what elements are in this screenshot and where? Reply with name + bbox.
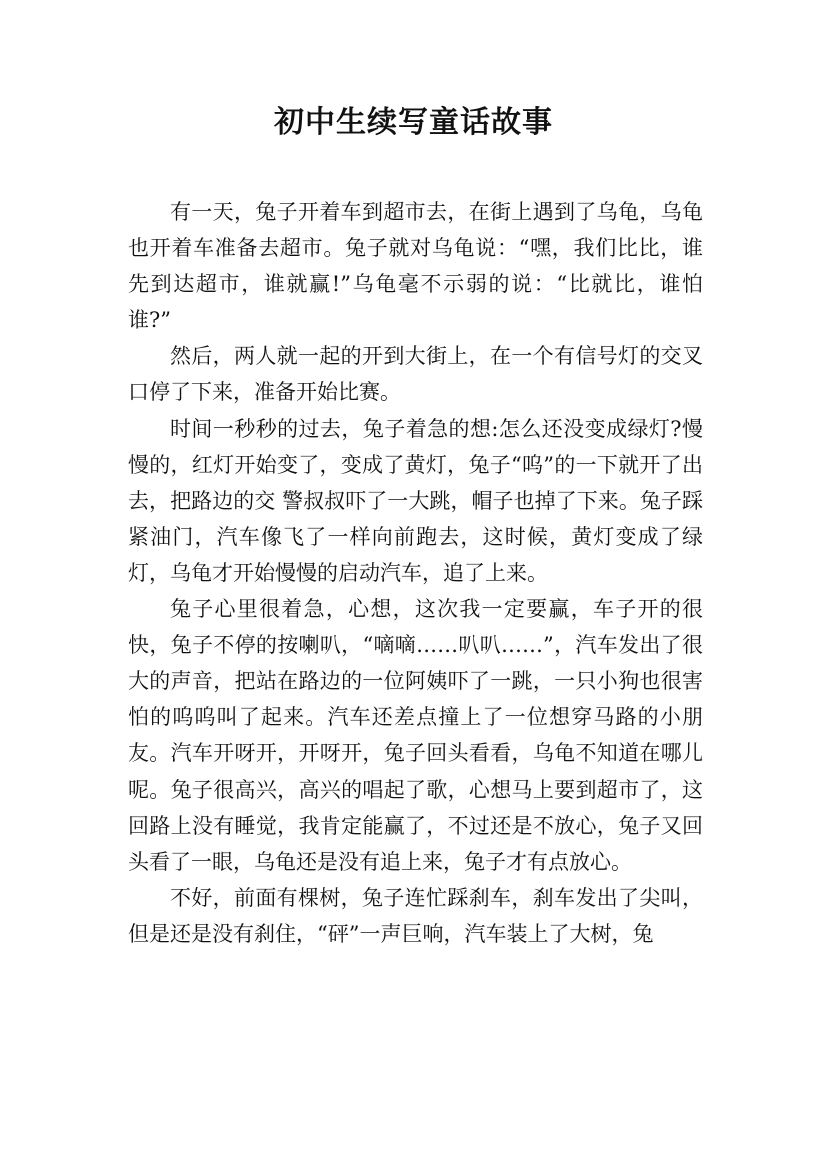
paragraph: 然后，两人就一起的开到大街上，在一个有信号灯的交叉口停了下来，准备开始比赛。 bbox=[128, 344, 703, 405]
document-body bbox=[128, 194, 703, 952]
paragraph: 不好，前面有棵树，兔子连忙踩刹车，刹车发出了尖叫，但是还是没有刹住，“砰”一声巨响，汽车装上了大树，兔 bbox=[128, 885, 703, 946]
paragraph: 兔子心里很着急，心想，这次我一定要赢，车子开的很快，兔子不停的按喇叭，“嘀嘀……叭叭……”，汽车发出了很大的声音，把站在路边的一位阿姨吓了一跳，一只小狗也很害怕的呜呜叫了起来。汽车还差点撞上了一位想穿马路的小朋友。汽车开呀开，开呀开，兔子回头看看，乌龟不知道在哪儿呢。兔子很高兴，高兴的唱起了歌，心想马上要到超市了，这回路上没有睡觉，我肯定能赢了，不过还是不放心，兔子又回头看了一眼，乌龟还是没有追上来，兔子才有点放心。 bbox=[128, 597, 703, 874]
paragraph: 时间一秒秒的过去，兔子着急的想:怎么还没变成绿灯?慢慢的，红灯开始变了，变成了黄灯，兔子“呜”的一下就开了出去，把路边的交 警叔叔吓了一大跳，帽子也掉了下来。兔子踩紧油门，汽车像飞了一样向前跑去，这时候，黄灯变成了绿灯，乌龟才开始慢慢的启动汽车，追了上来。 bbox=[128, 416, 703, 585]
page-title: 初中生续写童话故事 bbox=[274, 105, 553, 140]
paragraph: 有一天，兔子开着车到超市去，在街上遇到了乌龟，乌龟也开着车准备去超市。兔子就对乌龟说：“嘿，我们比比，谁先到达超市，谁就赢!”乌龟毫不示弱的说：“比就比，谁怕谁?” bbox=[128, 200, 703, 333]
